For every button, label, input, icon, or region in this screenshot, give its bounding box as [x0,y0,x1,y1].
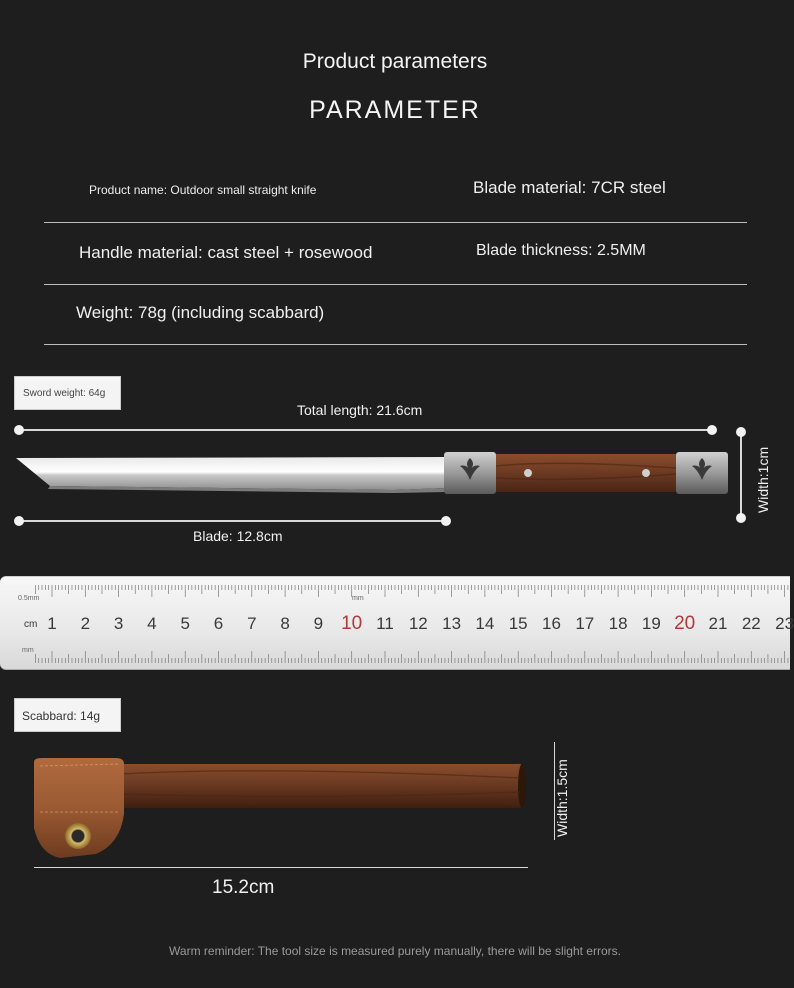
dimension-dot [441,516,451,526]
scabbard-weight-label [14,698,121,732]
scabbard-weight-text: Scabbard: 14g [22,709,101,723]
sword-weight-label [14,376,121,410]
width-line [740,431,742,517]
page-subtitle: PARAMETER [309,96,481,124]
ruler-number: 17 [575,614,595,633]
spec-blade-thickness: Blade thickness: 2.5MM [476,242,646,259]
ruler-number: 9 [313,614,324,633]
scabbard-length-line [34,867,528,868]
total-length-line [18,429,712,431]
dimension-dot [14,425,24,435]
ruler-number: 10 [341,613,363,634]
ruler-number: 22 [741,614,761,633]
ruler-number: 8 [280,614,290,633]
warm-reminder: Warm reminder: The tool size is measured purely manually, there will be slight errors. [169,944,621,958]
spec-product-name: Product name: Outdoor small straight knife [89,183,317,197]
dimension-dot [14,516,24,526]
ruler-number: 7 [247,614,257,633]
ruler-number: 11 [376,614,394,633]
ruler-number: 5 [180,614,190,633]
spec-weight: Weight: 78g (including scabbard) [76,303,325,322]
ruler-number: 4 [147,614,157,633]
ruler-number: 16 [542,614,561,633]
blade-length-line [18,520,446,522]
ruler-number: 13 [442,614,462,633]
scabbard-image [30,756,530,864]
scabbard-length-label: 15.2cm [212,877,275,898]
ruler-mm-label-bottom: mm [22,647,34,654]
divider [44,222,747,223]
scabbard-width-label: Width:1.5cm [554,759,570,837]
ruler-number: 6 [213,614,224,633]
knife-image [14,448,730,498]
dimension-dot [736,427,746,437]
knife-width-label: Width:1cm [755,446,771,513]
ruler-number: 23 [775,614,794,633]
spec-blade-material: Blade material: 7CR steel [473,178,666,197]
ruler-number: 18 [608,614,628,633]
ruler-number: 21 [708,614,728,633]
ruler-unit-small: 0.5mm [18,595,40,602]
ruler-number: 2 [80,614,91,633]
blade-length-label: Blade: 12.8cm [193,528,283,544]
dimension-dot [707,425,717,435]
ruler-number: 19 [641,614,661,633]
page-title: Product parameters [302,50,488,73]
sword-weight-text: Sword weight: 64g [23,388,106,399]
ruler-number: 15 [508,614,528,633]
ruler-number: 1 [47,614,57,633]
ruler-number: 12 [408,614,428,633]
divider [44,284,747,285]
divider [44,344,747,345]
total-length-label: Total length: 21.6cm [297,402,423,418]
ruler [0,576,794,670]
ruler-number: 14 [475,614,495,633]
spec-handle-material: Handle material: cast steel + rosewood [79,243,373,262]
ruler-number: 3 [113,614,124,633]
dimension-dot [736,513,746,523]
ruler-unit: cm [24,619,38,630]
ruler-mm-label: mm [352,595,364,602]
ruler-number: 20 [674,613,696,634]
